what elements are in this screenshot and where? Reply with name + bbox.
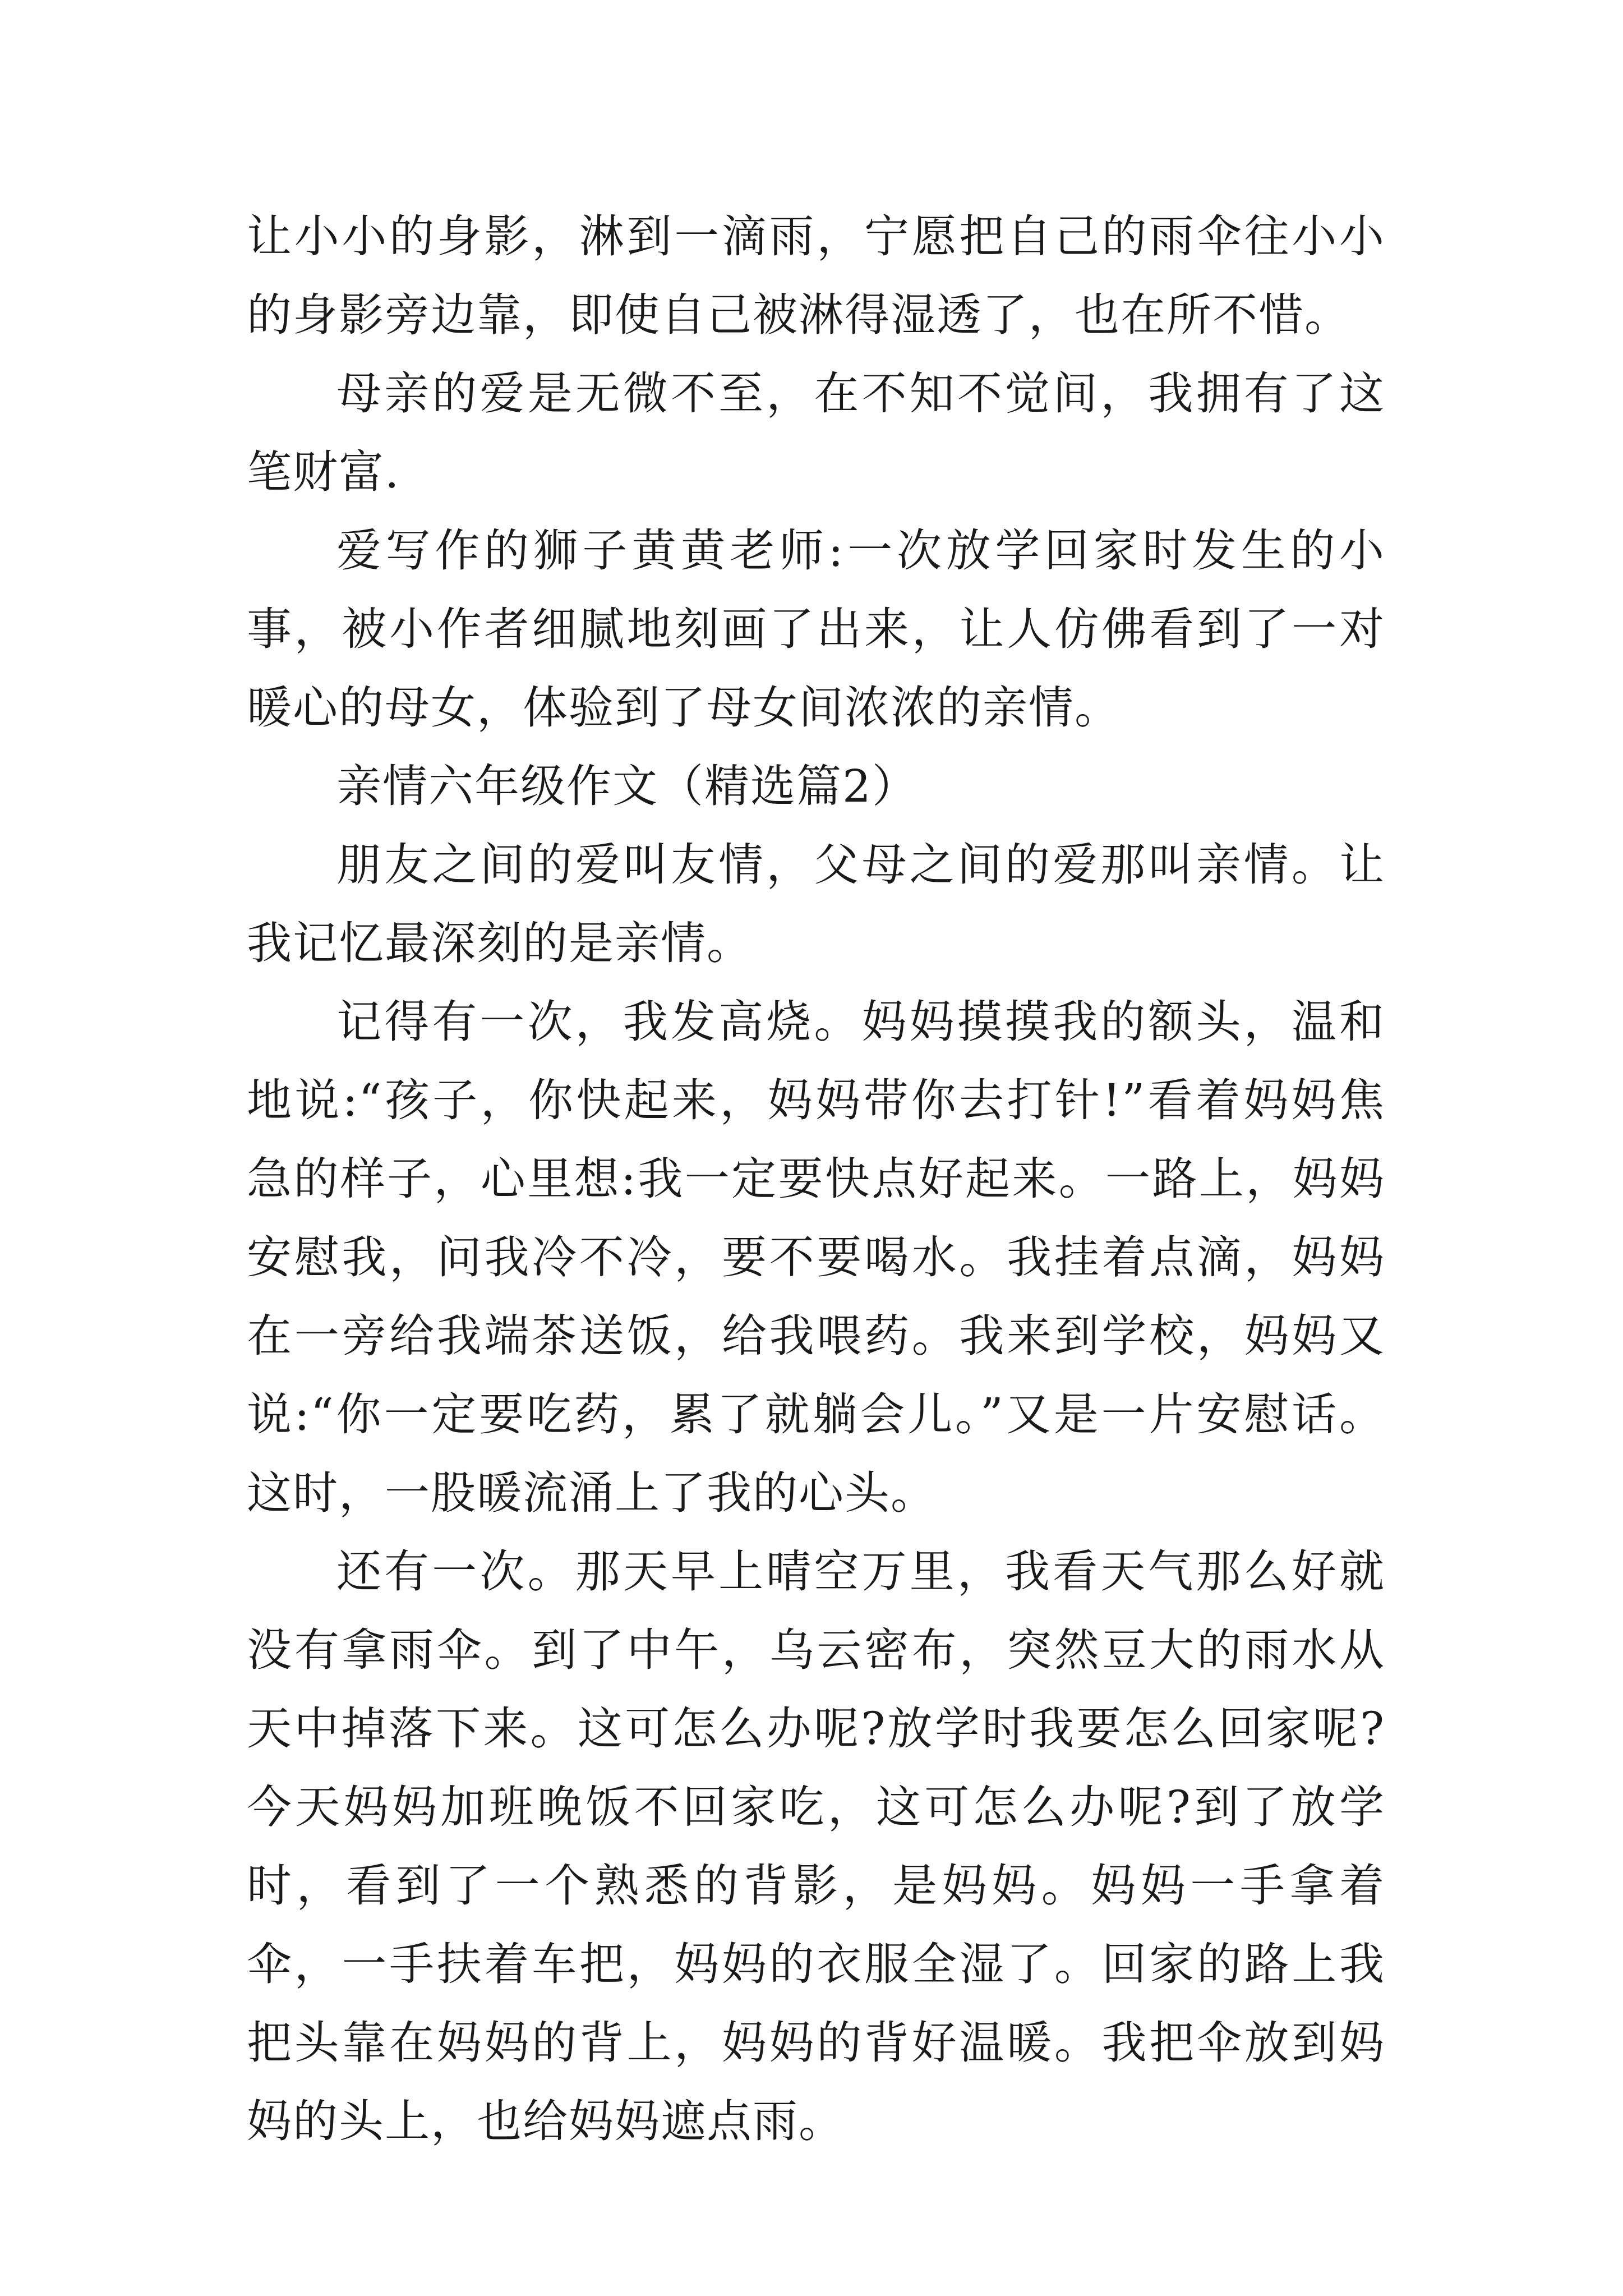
paragraph-7: 还有一次。那天早上晴空万里，我看天气那么好就没有拿雨伞。到了中午，乌云密布，突然豆大的雨水从天中掉落下来。这可怎么办呢?放学时我要怎么回家呢?今天妈妈加班晚饭不回家吃，这可怎么办呢?到了放学时，看到了一个熟悉的背影，是妈妈。妈妈一手拿着伞，一手扶着车把，妈妈的衣服全湿了。回家的路上我把头靠在妈妈的背上，妈妈的背好温暖。我把伞放到妈妈的头上，也给妈妈遮点雨。 [247,1545,1385,2147]
section-heading: 亲情六年级作文（精选篇2） [336,760,918,812]
paragraph-3: 爱写作的狮子黄黄老师:一次放学回家时发生的小事，被小作者细腻地刻画了出来，让人仿佛看到了一对暖心的母女，体验到了母女间浓浓的亲情。 [247,524,1385,734]
paragraph-5: 朋友之间的爱叫友情，父母之间的爱那叫亲情。让我记忆最深刻的是亲情。 [247,839,1385,969]
document-body [247,197,1385,2161]
paragraph-1: 让小小的身影，淋到一滴雨，宁愿把自己的雨伞往小小的身影旁边靠，即使自己被淋得湿透了，也在所不惜。 [247,210,1385,341]
paragraph-2: 母亲的爱是无微不至，在不知不觉间，我拥有了这笔财富. [247,367,1385,498]
paragraph-6: 记得有一次，我发高烧。妈妈摸摸我的额头，温和地说:“孩子，你快起来，妈妈带你去打针!”看着妈妈焦急的样子，心里想:我一定要快点好起来。一路上，妈妈安慰我，问我冷不冷，要不要喝水。我挂着点滴，妈妈在一旁给我端茶送饭，给我喂药。我来到学校，妈妈又说:“你一定要吃药，累了就躺会儿。”又是一片安慰话。这时，一股暖流涌上了我的心头。 [247,996,1385,1519]
